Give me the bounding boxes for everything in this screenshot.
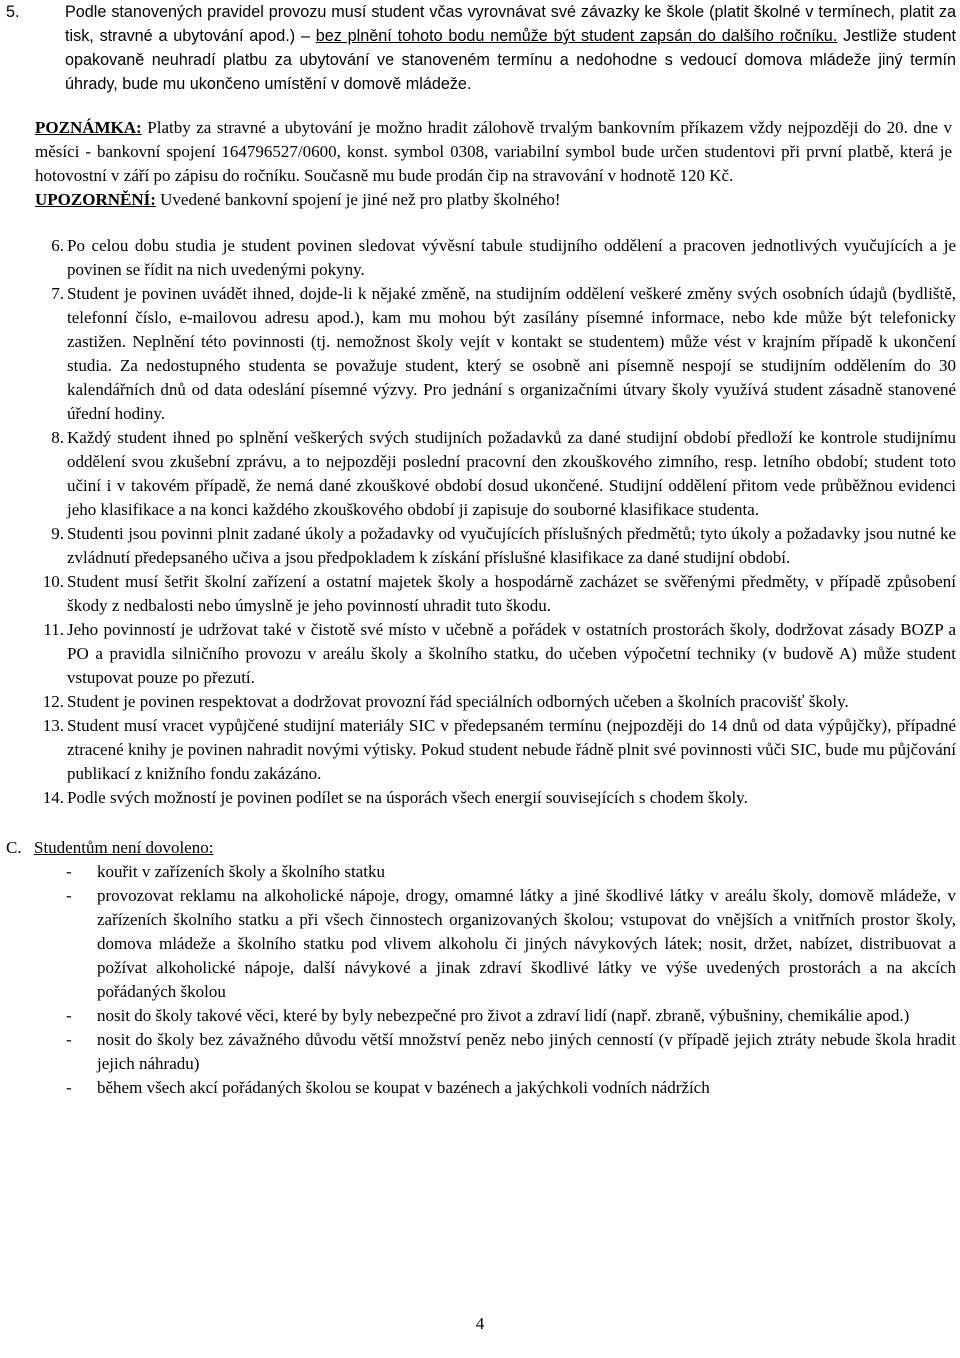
prohibited-item-text: provozovat reklamu na alkoholické nápoje, drogy, omamné látky a jiné škodlivé látky v areálu školy, domově mládeže, v zařízeních školního statku a při všech činnostech organizovaných školou; vstupovat do vnějších a vnitřních prostor školy, domova mládeže a školního statku pod vlivem alkoholu či jiných návykových látek; nosit, držet, nabízet, distribuovat a požívat alkoholické nápoje, další návykové a jinak zdraví škodlivé látky ve výše uvedených prostorách a na akcích pořádaných školou xyxy=(97,886,956,1001)
item-number: 13. xyxy=(42,716,64,735)
prohibited-item-text: během všech akcí pořádaných školou se koupat v bazénech a jakýchkoli vodních nádržích xyxy=(97,1078,710,1097)
item-number: 14. xyxy=(42,788,64,807)
prohibited-item-text: kouřit v zařízeních školy a školního statku xyxy=(97,862,385,881)
rule-item xyxy=(6,522,956,570)
prohibited-item-text: nosit do školy bez závažného důvodu větší množství peněz nebo jiných cenností (v případě jejich ztráty nebude škola hradit jejich náhradu) xyxy=(97,1030,956,1073)
item-text: Jeho povinností je udržovat také v čistotě své místo v učebně a pořádek v ostatních prostorách školy, dodržovat zásady BOZP a PO a pravidla silničního provozu v areálu školy a školního statku, do učeben výpočetní techniky (v budově A) může student vstupovat pouze po přezutí. xyxy=(67,620,956,687)
item-5-text-end: Jestliže student opakovaně neuhradí platbu za ubytování ve stanoveném termínu a nedohodne s vedoucí domova mládeže jiný termín úhrady, bude mu ukončeno umístění v domově mládeže. xyxy=(65,27,956,93)
note-text: Platby za stravné a ubytování je možno hradit zálohově trvalým bankovním příkazem vždy nejpozději do 20. dne v měsíci - bankovní spojení 164796527/0600, konst. symbol 0308, variabilní symbol bude určen studentovi při první platbě, která je hotovostní v září po zápisu do ročníku. Současně mu bude prodán čip na stravování v hodnotě 120 Kč. xyxy=(35,118,952,185)
item-5-underlined-text: bez plnění tohoto bodu nemůže být student zapsán do dalšího ročníku. xyxy=(315,27,838,45)
dash-marker: - xyxy=(66,1006,72,1025)
item-number: 9. xyxy=(51,524,64,543)
item-text: Student je povinen uvádět ihned, dojde-li k nějaké změně, na studijním oddělení veškeré změny svých osobních údajů (bydliště, telefonní číslo, e-mailovou adresu apod.), kam mu mohou být zasílány písemné informace, nebo kde může být telefonicky zastižen. Neplnění této povinnosti (tj. nemožnost školy vejít v kontakt se studentem) může vést v krajním případě k ukončení studia. Za nedostupného studenta se považuje student, který se osobně ani písemně nespojí se studijním oddělením do 30 kalendářních dnů od data odeslání písemné výzvy. Pro jednání s organizačními útvary školy využívá student zásadně stanovené úřední hodiny. xyxy=(67,284,956,423)
warning-label: UPOZORNĚNÍ: xyxy=(35,190,156,209)
item-number: 5. xyxy=(6,3,20,21)
rule-item xyxy=(6,426,956,522)
section-c-title: Studentům není dovoleno: xyxy=(34,838,214,857)
dash-marker: - xyxy=(66,862,72,881)
item-text: Každý student ihned po splnění veškerých svých studijních požadavků za dané studijní období předloží ke kontrole studijnímu oddělení svou zkušební zprávu, a to nejpozději poslední pracovní den zkouškového zimního, resp. letního období; student toto učiní i v takovém případě, že nemá dané zkouškové období dosud ukončené. Studijní oddělení přitom vede průběžnou evidenci jeho klasifikace a na konci každého zkouškového období ji zapisuje do souborné klasifikace studenta. xyxy=(67,428,956,519)
dash-marker: - xyxy=(66,1030,72,1049)
item-number: 7. xyxy=(51,284,64,303)
rule-item xyxy=(6,282,956,426)
prohibited-item xyxy=(6,860,956,884)
item-number: 6. xyxy=(51,236,64,255)
item-number: 8. xyxy=(51,428,64,447)
rule-item xyxy=(6,786,956,810)
dash-marker: - xyxy=(66,886,72,905)
section-c-heading xyxy=(6,836,956,860)
rules-list xyxy=(6,234,956,810)
rule-item xyxy=(6,570,956,618)
rule-item xyxy=(6,690,956,714)
prohibited-item xyxy=(6,1028,956,1076)
item-number: 11. xyxy=(43,620,64,639)
item-number: 12. xyxy=(42,692,64,711)
payment-note xyxy=(6,116,956,212)
item-text: Podle svých možností je povinen podílet se na úsporách všech energií souvisejících s chodem školy. xyxy=(67,788,748,807)
section-c xyxy=(6,836,956,1100)
warning-text: Uvedené bankovní spojení je jiné než pro platby školného! xyxy=(155,190,561,209)
rule-item-5 xyxy=(6,0,956,96)
prohibited-list xyxy=(6,860,956,1100)
note-label: POZNÁMKA: xyxy=(35,118,142,137)
item-text: Po celou dobu studia je student povinen sledovat vývěsní tabule studijního oddělení a pracoven jednotlivých vyučujících a je povinen se řídit na nich uvedenými pokyny. xyxy=(67,236,956,279)
rule-item xyxy=(6,618,956,690)
section-c-letter: C. xyxy=(6,838,22,857)
prohibited-item-text: nosit do školy takové věci, které by byly nebezpečné pro život a zdraví lidí (např. zbraně, výbušniny, chemikálie apod.) xyxy=(97,1006,910,1025)
dash-marker: - xyxy=(66,1078,72,1097)
item-5-text-start: Podle stanovených pravidel provozu musí student včas vyrovnávat své závazky ke škole (platit školné v termínech, platit za tisk, stravné a ubytování apod.) xyxy=(65,3,956,45)
item-text: Student musí šetřit školní zařízení a ostatní majetek školy a hospodárně zacházet se svěřenými předměty, v případě způsobení škody z nedbalosti nebo úmyslně je jeho povinností uhradit tuto škodu. xyxy=(67,572,956,615)
item-number: 10. xyxy=(42,572,64,591)
item-5-dash: – xyxy=(295,27,316,45)
prohibited-item xyxy=(6,1076,956,1100)
prohibited-item xyxy=(6,884,956,1004)
page-number: 4 xyxy=(475,1314,485,1333)
item-text: Student musí vracet vypůjčené studijní materiály SIC v předepsaném termínu (nejpozději do 14 dnů od data výpůjčky), případné ztracené knihy je povinen nahradit novými výtisky. Pokud student nebude řádně plnit své povinnosti vůči SIC, bude mu půjčování publikací z knižního fondu zakázáno. xyxy=(67,716,956,783)
rule-item xyxy=(6,714,956,786)
item-text: Studenti jsou povinni plnit zadané úkoly a požadavky od vyučujících příslušných předmětů; tyto úkoly a požadavky jsou nutné ke zvládnutí předepsaného učiva a jsou předpokladem k získání příslušné klasifikace za dané studijní období. xyxy=(67,524,956,567)
item-text: Student je povinen respektovat a dodržovat provozní řád speciálních odborných učeben a školních pracovišť školy. xyxy=(67,692,849,711)
prohibited-item xyxy=(6,1004,956,1028)
rule-item xyxy=(6,234,956,282)
